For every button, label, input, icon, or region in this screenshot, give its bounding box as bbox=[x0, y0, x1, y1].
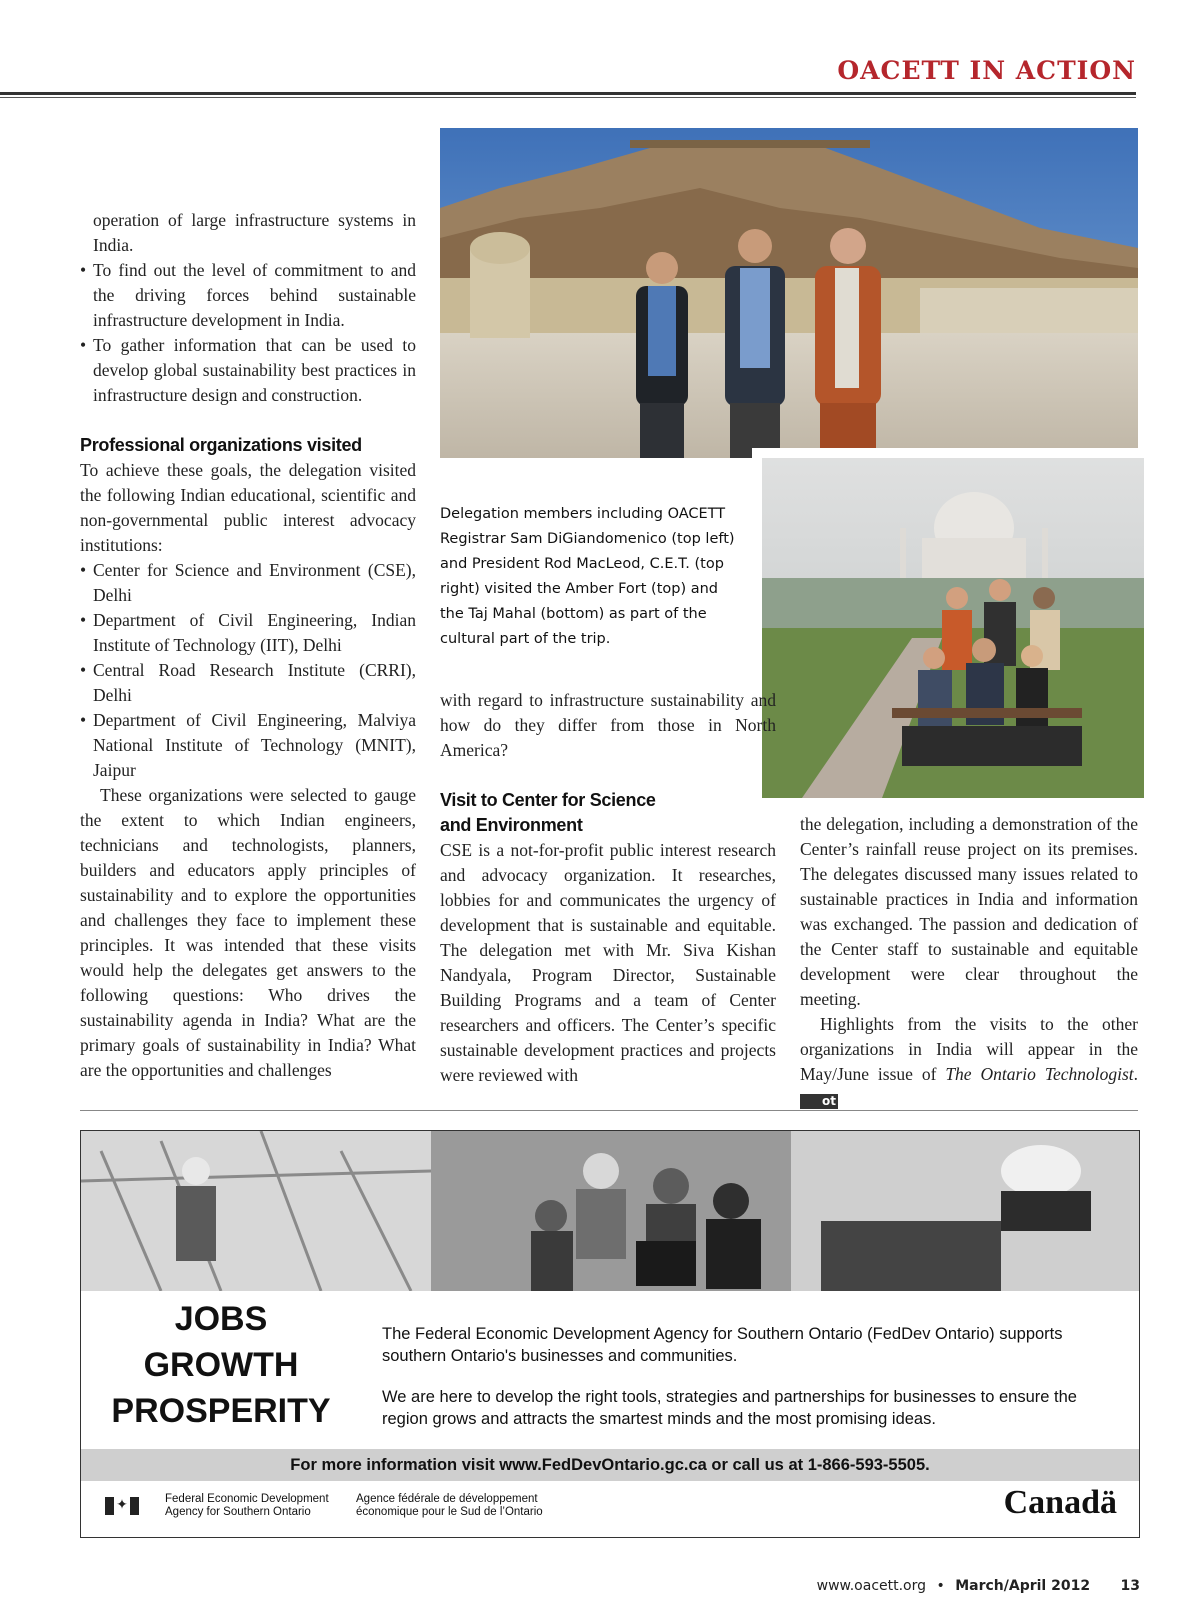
subhead-line: and Environment bbox=[440, 815, 583, 835]
agency-name-en bbox=[165, 1493, 329, 1519]
amber-fort-illustration bbox=[440, 128, 1138, 458]
page-footer bbox=[817, 1578, 1140, 1594]
photo-taj-mahal bbox=[752, 448, 1144, 798]
ad-text-1: The Federal Economic Development Agency for Southern Ontario (FedDev Ontario) supports southern Ontario's businesses and communities. bbox=[382, 1325, 1063, 1365]
list-item: • To gather information that can be used to develop global sustainability best practices in infrastructure design and construction. bbox=[80, 333, 416, 408]
column-2 bbox=[440, 688, 776, 1088]
organizations-list bbox=[80, 558, 416, 783]
photo-amber-fort bbox=[440, 128, 1138, 458]
agency-fr-line: Agence fédérale de développement bbox=[356, 1493, 538, 1505]
text: . bbox=[1133, 1064, 1138, 1084]
ad-text-2: We are here to develop the right tools, strategies and partnerships for businesses to ensure the region grows and attracts the smartest minds and the most promising ideas. bbox=[382, 1388, 1077, 1428]
paragraph: To achieve these goals, the delegation visited the following Indian educational, scientific and non-governmental public interest advocacy institutions: bbox=[80, 460, 416, 555]
text: Highlights from the visits to the other organizations in India will appear in the May/June issue of bbox=[800, 1014, 1138, 1084]
list-item: • Central Road Research Institute (CRRI), Delhi bbox=[80, 658, 416, 708]
canada-flag-icon: ✦ bbox=[105, 1497, 139, 1515]
paragraph: the delegation, including a demonstration of the Center’s rainfall reuse project on its premises. The delegates discussed many issues related to sustainable practices in India and information was exchanged. The passion and dedication of the Center staff to sustainable and equitable development were clear throughout the meeting. bbox=[800, 814, 1138, 1009]
header-rule bbox=[0, 92, 1136, 95]
subhead-organizations: Professional organizations visited bbox=[80, 435, 362, 455]
footer-website: www.oacett.org bbox=[816, 1578, 927, 1594]
list-item: • To find out the level of commitment to and the driving forces behind sustainable infrastructure development in India. bbox=[80, 258, 416, 333]
paragraph: with regard to infrastructure sustainability and how do they differ from those in North America? bbox=[440, 690, 776, 760]
canada-wordmark bbox=[1004, 1483, 1117, 1523]
slogan-jobs: JOBS bbox=[174, 1300, 268, 1338]
photo-caption: Delegation members including OACETT Registrar Sam DiGiandomenico (top left) and President Rod MacLeod, C.E.T. (top right) visited the Amber Fort (top) and the Taj Mahal (bottom) as part of the cultural part of the trip. bbox=[440, 506, 735, 647]
column-1 bbox=[80, 208, 416, 1083]
wordmark-text: Canadä bbox=[1003, 1484, 1117, 1521]
list-item: • Center for Science and Environment (CSE), Delhi bbox=[80, 558, 416, 608]
paragraph: These organizations were selected to gauge the extent to which Indian engineers, technicians and technologists, planners, builders and educators apply principles of sustainability and to explore the opportunities and challenges they face to implement these principles. It was intended that these visits would help the delegates get answers to the following questions: Who drives the sustainability agenda in India? What are the primary goals of sustainability in India? What are the opportunities and challenges bbox=[80, 785, 416, 1080]
list-item: • Department of Civil Engineering, Malviya National Institute of Technology (MNIT), Jaipur bbox=[80, 708, 416, 783]
slogan bbox=[81, 1296, 361, 1434]
page-number: 13 bbox=[1120, 1578, 1140, 1594]
column-3 bbox=[800, 812, 1138, 1112]
agency-en-line: Federal Economic Development bbox=[165, 1493, 329, 1505]
slogan-prosperity: PROSPERITY bbox=[111, 1392, 331, 1430]
goals-list bbox=[80, 258, 416, 408]
ad-photo-strip bbox=[81, 1131, 1139, 1291]
footer-issue: March/April 2012 bbox=[955, 1578, 1091, 1594]
agency-name-fr bbox=[356, 1493, 543, 1519]
list-item: • Department of Civil Engineering, Indian Institute of Technology (IIT), Delhi bbox=[80, 608, 416, 658]
subhead-cse bbox=[440, 788, 776, 838]
feddev-advertisement bbox=[80, 1130, 1140, 1538]
footer-separator: • bbox=[936, 1578, 945, 1594]
header-rule-thin bbox=[0, 97, 1136, 98]
paragraph: CSE is a not-for-profit public interest research and advocacy organization. It researches, lobbies for and communicates the urgency of development that is sustainable and equitable. The delegation met with Mr. Siva Kishan Nandyala, Program Director, Sustainable Building Programs and a team of Center researchers and officers. The Center’s specific sustainable development practices and projects were reviewed with bbox=[440, 840, 776, 1085]
subhead-line: Visit to Center for Science bbox=[440, 790, 656, 810]
ad-info-bar bbox=[81, 1449, 1139, 1481]
agency-fr-line: économique pour le Sud de l’Ontario bbox=[356, 1506, 543, 1518]
taj-mahal-illustration bbox=[762, 458, 1144, 798]
agency-en-line: Agency for Southern Ontario bbox=[165, 1506, 311, 1518]
paragraph bbox=[800, 1012, 1138, 1112]
ad-info-text: For more information visit www.FedDevOntario.gc.ca or call us at 1-866-593-5505. bbox=[290, 1456, 930, 1474]
section-title: OACETT IN ACTION bbox=[837, 56, 1136, 85]
end-mark: ot bbox=[800, 1094, 838, 1109]
slogan-growth: GROWTH bbox=[143, 1346, 299, 1384]
publication-title: The Ontario Technologist bbox=[945, 1064, 1134, 1084]
ad-divider bbox=[80, 1110, 1138, 1111]
intro-continuation: operation of large infrastructure systems in India. bbox=[93, 210, 416, 255]
